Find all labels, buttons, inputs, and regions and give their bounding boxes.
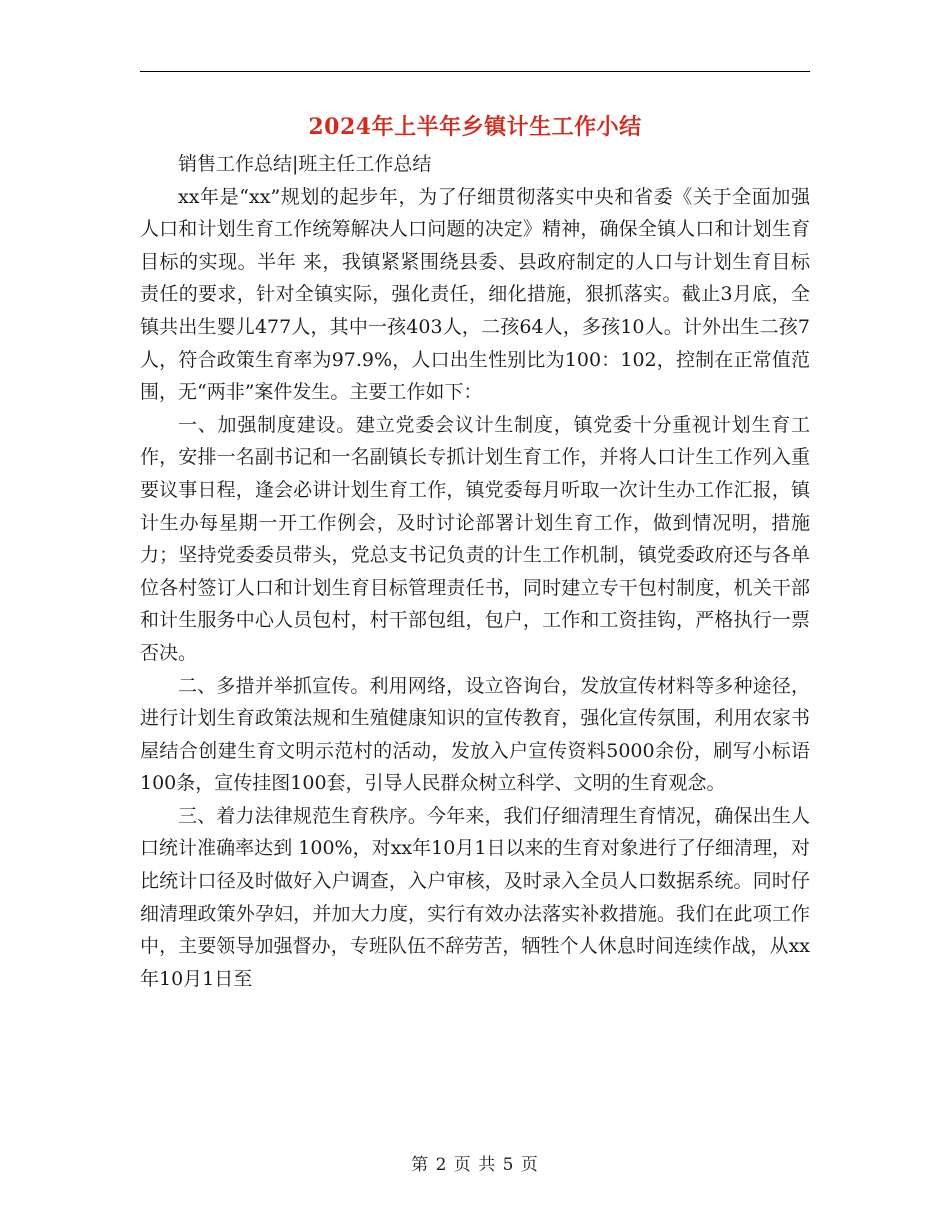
page-number: 第 2 页 共 5 页 — [411, 1155, 539, 1175]
paragraph-section-1: 一、加强制度建设。建立党委会议计生制度，镇党委十分重视计划生育工作，安排一名副书记和一名副镇长专抓计划生育工作，并将人口计生工作列入重要议事日程，逢会必讲计划生育工作，镇党委每月听取一次计生办工作汇报，镇计生办每星期一开工作例会，及时讨论部署计划生育工作，做到情况明，措施力；坚持党委委员带头，党总支书记负责的计生工作机制，镇党委政府还与各单位各村签订人口和计划生育目标管理责任书，同时建立专干包村制度，机关干部和计生服务中心人员包村，村干部包组，包户，工作和工资挂钩，严格执行一票否决。 — [140, 413, 810, 664]
paragraph-section-2: 二、多措并举抓宣传。利用网络，设立咨询台，发放宣传材料等多种途径，进行计划生育政策法规和生殖健康知识的宣传教育，强化宣传氛围，利用农家书屋结合创建生育文明示范村的活动，发放入户宣传资料5000余份，刷写小标语100条，宣传挂图100套，引导人民群众树立科学、文明的生育观念。 — [140, 674, 810, 795]
paragraph-subtitle: 销售工作总结|班主任工作总结 — [178, 153, 432, 175]
document-body — [140, 148, 810, 995]
paragraph-section-3: 三、着力法律规范生育秩序。今年来，我们仔细清理生育情况，确保出生人口统计准确率达到 100%，对xx年10月1日以来的生育对象进行了仔细清理，对比统计口径及时做好入户调查，入户审核，及时录入全员人口数据系统。同时仔细清理政策外孕妇，并加大力度，实行有效办法落实补救措施。我们在此项工作中，主要领导加强督办，专班队伍不辞劳苦，牺牲个人休息时间连续作战，从xx年10月1日至 — [140, 804, 810, 990]
header-rule — [140, 71, 810, 72]
document-title: 2024年上半年乡镇计生工作小结 — [308, 114, 642, 140]
paragraph-intro: xx年是“xx”规划的起步年，为了仔细贯彻落实中央和省委《关于全面加强人口和计划生育工作统筹解决人口问题的决定》精神，确保全镇人口和计划生育目标的实现。半年 来，我镇紧紧围绕县委、县政府制定的人口与计划生育目标责任的要求，针对全镇实际，强化责任，细化措施，狠抓落实。截止3月底，全镇共出生婴儿477人，其中一孩403人，二孩64人，多孩10人。计外出生二孩7人，符合政策生育率为97.9%，人口出生性别比为100：102，控制在正常值范围，无“两非”案件发生。主要工作如下： — [140, 185, 810, 404]
